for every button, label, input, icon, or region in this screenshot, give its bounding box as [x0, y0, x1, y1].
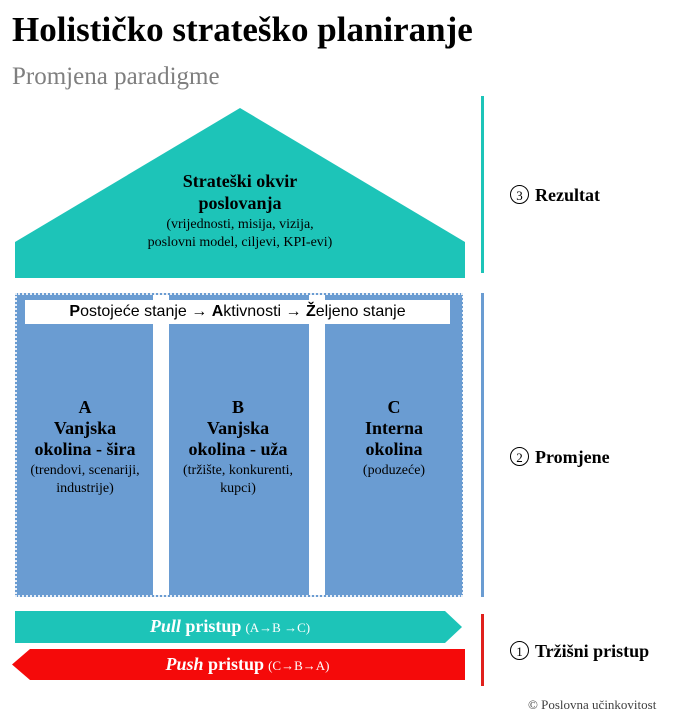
pillar-title-line2: okolina - uža — [188, 439, 288, 459]
roof-heading-line2: poslovanja — [198, 193, 282, 213]
arrow-right-icon: → — [191, 303, 208, 320]
number-badge: 1 — [510, 641, 529, 660]
pillar-title-line1: Vanjska — [53, 418, 117, 438]
page-subtitle: Promjena paradigme — [12, 63, 220, 90]
pillar-letter: C — [387, 397, 401, 417]
trzisni-bracket-line — [481, 614, 484, 686]
rezultat-bracket-line — [481, 96, 484, 273]
side-label-text: Rezultat — [535, 185, 600, 205]
pillar-sub-line1: (tržište, konkurenti, — [182, 463, 294, 478]
pull-arrow-label — [15, 616, 445, 637]
process-step3-initial: Ž — [305, 303, 316, 320]
roof-sub-line2: poslovni model, ciljevi, KPI-evi) — [147, 235, 333, 250]
process-step1-initial: P — [69, 303, 81, 320]
pillar-letter: B — [231, 397, 244, 417]
arrow-right-icon: → — [285, 303, 302, 320]
side-label-promjene — [510, 447, 610, 468]
pillar-title-line2: okolina — [365, 439, 423, 459]
push-word: pristup — [203, 654, 265, 674]
pillar-letter: A — [78, 397, 92, 417]
pull-detail: (A→B →C) — [245, 620, 311, 635]
side-label-text: Tržišni pristup — [535, 641, 650, 661]
page-title: Holističko strateško planiranje — [12, 10, 473, 49]
roof-sub-line1: (vrijednosti, misija, vizija, — [166, 217, 314, 232]
push-italic: Push — [165, 654, 204, 674]
pillar-sub-line1: (trendovi, scenariji, — [30, 463, 140, 478]
pillar-sub-line1: (poduzeće) — [362, 463, 426, 478]
pillar-title-line1: Interna — [365, 418, 423, 438]
process-step2-initial: A — [211, 303, 224, 320]
side-label-rezultat — [510, 185, 600, 206]
process-step1-text: ostojeće stanje — [80, 303, 187, 320]
side-label-trzisni — [510, 641, 649, 662]
pull-word: pristup — [180, 616, 242, 636]
push-arrow-label — [30, 654, 465, 675]
pillar-title-line2: okolina - šira — [34, 439, 136, 459]
process-step3-text: eljeno stanje — [315, 303, 406, 320]
number-badge: 2 — [510, 447, 529, 466]
pillar-sub-line2: industrije) — [56, 481, 114, 496]
pillar-sub-line2: kupci) — [220, 481, 256, 496]
copyright-note: © Poslovna učinkovitost — [528, 697, 657, 712]
pillar-title-line1: Vanjska — [206, 418, 270, 438]
pull-italic: Pull — [149, 616, 181, 636]
number-badge: 3 — [510, 185, 529, 204]
push-detail: (C→B→A) — [268, 658, 330, 673]
side-label-text: Promjene — [535, 447, 610, 467]
roof-heading-line1: Strateški okvir — [182, 171, 298, 191]
promjene-bracket-line — [481, 293, 484, 597]
process-step2-text: ktivnosti — [223, 303, 282, 320]
